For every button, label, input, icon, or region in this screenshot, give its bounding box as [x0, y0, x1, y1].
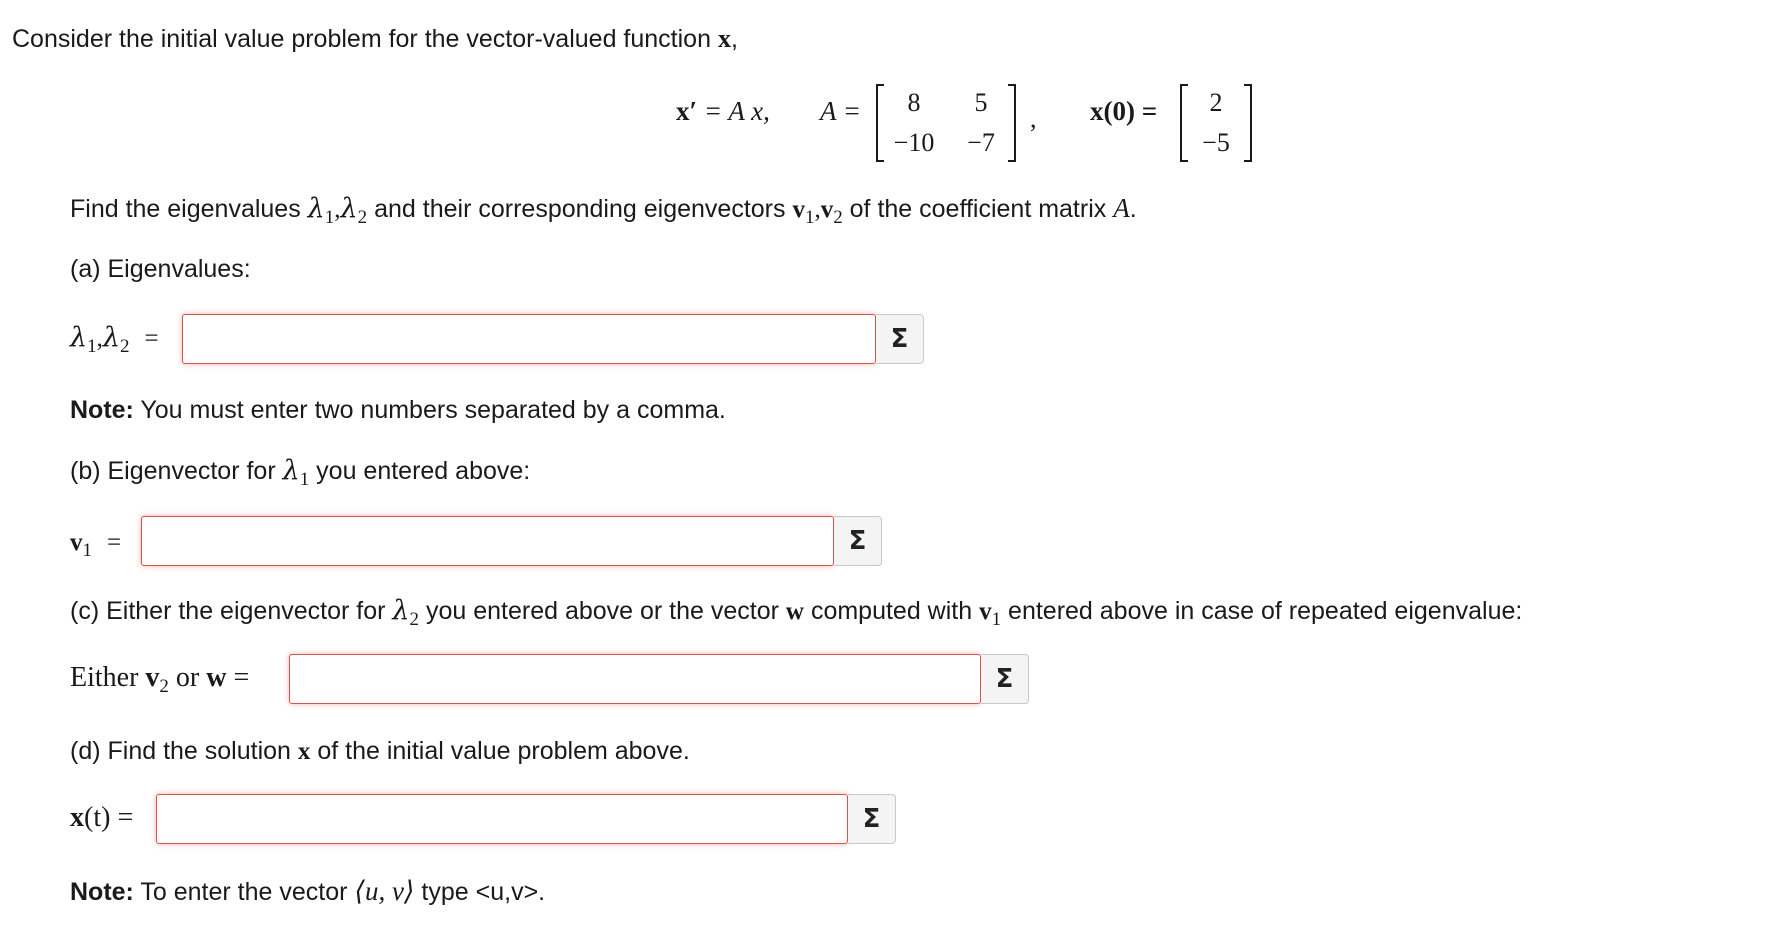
heading-prefix: (d) Find the solution [70, 737, 291, 765]
subscript: 2 [409, 609, 419, 630]
subscript: 2 [833, 207, 843, 228]
heading-prefix: (c) Either the eigenvector for [70, 597, 386, 625]
part-d-heading [70, 736, 690, 767]
x-prime: x′ [676, 96, 698, 126]
eigenvector-v1-input[interactable] [141, 516, 834, 566]
lambda: λ [282, 455, 300, 486]
matrix-a-cell: 5 [974, 88, 988, 117]
lambda: λ [307, 193, 325, 224]
equals: = [144, 325, 159, 352]
heading-prefix: (b) Eigenvector for [70, 457, 276, 485]
lambda: λ [70, 322, 88, 353]
subscript: 1 [324, 207, 335, 228]
intro-trail: , [730, 25, 738, 53]
subscript: 2 [120, 336, 130, 357]
matrix-a-cell: −10 [893, 128, 935, 157]
vector-w: w [206, 662, 227, 693]
sigma-button[interactable]: Σ [848, 794, 896, 844]
lambda: λ [340, 193, 358, 224]
or-text: or [175, 662, 200, 693]
intro-text [12, 24, 738, 54]
ode-rhs: = A x, [703, 96, 770, 126]
either-text: Either [70, 662, 139, 693]
lambda: λ [392, 595, 410, 626]
comma: , [814, 196, 821, 223]
sigma-button[interactable]: Σ [834, 516, 882, 566]
part-c-label [70, 663, 249, 702]
x0-label [1090, 96, 1157, 127]
part-d-label [70, 803, 133, 833]
comma: , [96, 325, 103, 352]
period: . [1129, 195, 1137, 223]
ode-equation [676, 96, 770, 127]
heading-suffix: of the initial value problem above. [317, 737, 690, 765]
solution-x-input[interactable] [156, 794, 848, 844]
matrix-a [876, 84, 1016, 162]
vector-x: x [70, 802, 84, 833]
heading-mid: you entered above or the vector [425, 597, 779, 625]
x0-label-text: x(0) = [1090, 96, 1158, 126]
find-instruction [70, 193, 1137, 233]
x0-vector [1180, 84, 1252, 162]
sigma-button[interactable]: Σ [876, 314, 924, 364]
vector-v: v [70, 529, 83, 556]
eigenvalues-input[interactable] [182, 314, 876, 364]
intro-sentence: Consider the initial value problem for the vector-valued function [12, 25, 711, 53]
sigma-button[interactable]: Σ [981, 654, 1029, 704]
vector-v: v [820, 196, 834, 223]
note-text: You must enter two numbers separated by a comma. [140, 396, 726, 424]
comma: , [334, 196, 341, 223]
part-a-heading: (a) Eigenvalues: [70, 255, 251, 283]
part-a-label [70, 323, 159, 362]
vector-w: w [785, 598, 804, 625]
vector-v: v [145, 662, 160, 693]
subscript: 2 [159, 676, 169, 697]
equation-separator: , [1030, 104, 1037, 133]
heading-suffix: you entered above: [316, 457, 531, 485]
find-suffix: of the coefficient matrix [849, 195, 1107, 223]
intro-var: x [717, 24, 731, 53]
equals: = [106, 529, 122, 556]
heading-suffix: entered above in case of repeated eigenvalue: [1008, 597, 1523, 625]
eigenvector-v2-or-w-input[interactable] [289, 654, 981, 704]
matrix-a-symbol: A [1113, 193, 1130, 223]
vector-example: ⟨u, v⟩ [354, 876, 415, 906]
note-label: Note: [70, 396, 134, 424]
note-label: Note: [70, 878, 134, 906]
subscript: 1 [87, 336, 97, 357]
left-bracket [876, 84, 884, 162]
equals: = [233, 662, 250, 693]
vector-x: x [297, 738, 311, 765]
x0-cell: 2 [1209, 88, 1223, 117]
matrix-a-label: A = [820, 96, 861, 126]
subscript: 1 [804, 207, 815, 228]
x0-cell: −5 [1202, 128, 1230, 157]
lambda: λ [102, 322, 120, 353]
subscript: 1 [991, 609, 1002, 630]
heading-mid: computed with [810, 597, 973, 625]
vector-v: v [979, 598, 992, 625]
find-middle: and their corresponding eigenvectors [374, 195, 786, 223]
matrix-a-cell: −7 [967, 128, 995, 157]
part-b-heading [70, 456, 530, 495]
subscript: 2 [357, 207, 368, 228]
note-prefix: To enter the vector [140, 878, 348, 906]
subscript: 1 [82, 540, 92, 561]
subscript: 1 [299, 469, 310, 490]
part-d-note [70, 876, 545, 907]
matrix-a-cell: 8 [907, 88, 921, 117]
find-prefix: Find the eigenvalues [70, 195, 301, 223]
vector-v: v [792, 196, 805, 223]
note-suffix: type <u,v>. [421, 878, 546, 906]
part-c-heading [70, 596, 1522, 635]
time-argument: (t) [84, 802, 111, 833]
equals: = [117, 802, 134, 833]
part-a-note [70, 395, 726, 425]
part-b-label [70, 527, 121, 566]
